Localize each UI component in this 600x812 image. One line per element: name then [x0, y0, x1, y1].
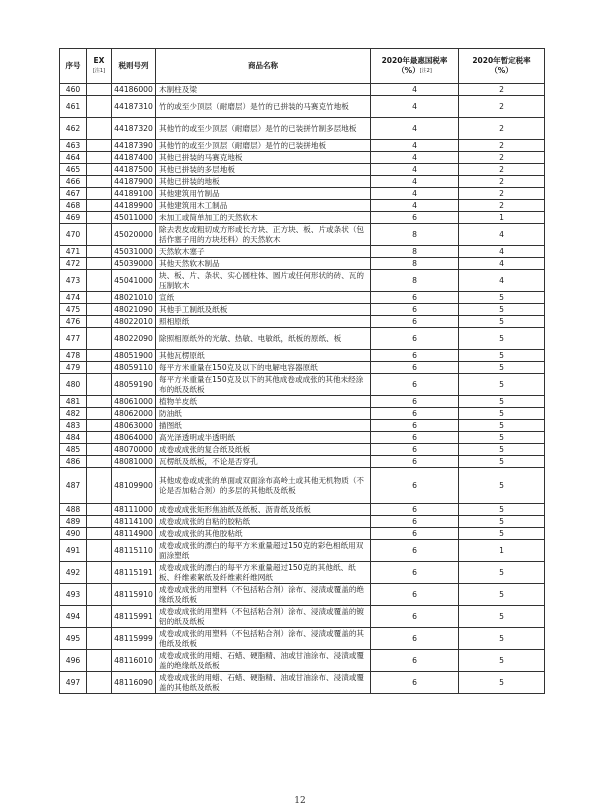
table-row: [60, 584, 545, 606]
row-code: 48070000: [112, 444, 156, 456]
row-seq: 477: [60, 328, 87, 350]
table-row: [60, 270, 545, 292]
row-code: 44189900: [112, 200, 156, 212]
row-ex: [87, 212, 112, 224]
row-code: 48115910: [112, 584, 156, 606]
table-row: [60, 528, 545, 540]
row-name: 除照相原纸外的光敏、热敏、电敏纸，纸板的原纸、板: [156, 328, 371, 350]
row-seq: 491: [60, 540, 87, 562]
row-provisional-rate: 2: [459, 84, 545, 96]
table-row: [60, 140, 545, 152]
header-ex: [87, 49, 112, 84]
row-ex: [87, 292, 112, 304]
row-provisional-rate: 2: [459, 176, 545, 188]
row-provisional-rate: 4: [459, 258, 545, 270]
row-mfn-rate: 6: [371, 212, 459, 224]
row-name: 每平方米重量在150克及以下的电解电容器原纸: [156, 362, 371, 374]
row-code: 48116090: [112, 672, 156, 694]
row-name: 其他建筑用竹制品: [156, 188, 371, 200]
row-mfn-rate: 4: [371, 118, 459, 140]
tariff-table: [59, 48, 545, 694]
row-mfn-rate: 4: [371, 176, 459, 188]
row-ex: [87, 432, 112, 444]
row-seq: 490: [60, 528, 87, 540]
row-ex: [87, 96, 112, 118]
row-ex: [87, 164, 112, 176]
table-row: [60, 164, 545, 176]
row-provisional-rate: 5: [459, 396, 545, 408]
row-seq: 494: [60, 606, 87, 628]
header-ex-label: EX: [93, 56, 105, 65]
row-code: 48021010: [112, 292, 156, 304]
header-mfn-title: 2020年最惠国税率: [381, 56, 448, 65]
row-code: 45031000: [112, 246, 156, 258]
row-name: 成卷或成张的复合纸及纸板: [156, 444, 371, 456]
row-seq: 496: [60, 650, 87, 672]
row-name: 成卷或成张的用塑料（不包括粘合剂）涂布、浸渍或覆盖的镀铝的纸及纸板: [156, 606, 371, 628]
row-name: 成卷或成张的漂白的每平方米重量超过150克的彩色相纸用双面涂塑纸: [156, 540, 371, 562]
row-code: 45020000: [112, 224, 156, 246]
row-seq: 489: [60, 516, 87, 528]
row-mfn-rate: 6: [371, 628, 459, 650]
row-provisional-rate: 2: [459, 164, 545, 176]
row-ex: [87, 270, 112, 292]
row-ex: [87, 628, 112, 650]
table-row: [60, 96, 545, 118]
row-code: 45039000: [112, 258, 156, 270]
table-row: [60, 420, 545, 432]
row-provisional-rate: 5: [459, 562, 545, 584]
row-name: 成卷或成张矩形焦油纸及纸板、沥青纸及纸板: [156, 504, 371, 516]
row-mfn-rate: 6: [371, 292, 459, 304]
table-row: [60, 258, 545, 270]
table-row: [60, 562, 545, 584]
row-ex: [87, 606, 112, 628]
row-provisional-rate: 4: [459, 270, 545, 292]
row-ex: [87, 374, 112, 396]
row-code: 48059190: [112, 374, 156, 396]
row-seq: 480: [60, 374, 87, 396]
table-row: [60, 396, 545, 408]
row-ex: [87, 468, 112, 504]
row-mfn-rate: 8: [371, 258, 459, 270]
row-mfn-rate: 6: [371, 328, 459, 350]
row-mfn-rate: 6: [371, 444, 459, 456]
row-seq: 465: [60, 164, 87, 176]
row-ex: [87, 540, 112, 562]
table-row: [60, 628, 545, 650]
row-name: 其他成卷或成张的单面或双面涂布高岭土或其他无机物质（不论是否加粘合剂）的多层的其他纸及纸板: [156, 468, 371, 504]
row-code: 48081000: [112, 456, 156, 468]
header-mfn-note: [注2]: [419, 68, 432, 74]
row-provisional-rate: 5: [459, 584, 545, 606]
row-provisional-rate: 5: [459, 516, 545, 528]
row-mfn-rate: 6: [371, 504, 459, 516]
row-name: 成卷或成张的其他胶粘纸: [156, 528, 371, 540]
row-seq: 467: [60, 188, 87, 200]
row-ex: [87, 224, 112, 246]
row-mfn-rate: 6: [371, 650, 459, 672]
row-ex: [87, 504, 112, 516]
table-row: [60, 456, 545, 468]
row-seq: 460: [60, 84, 87, 96]
row-provisional-rate: 5: [459, 456, 545, 468]
row-mfn-rate: 4: [371, 96, 459, 118]
row-seq: 473: [60, 270, 87, 292]
table-row: [60, 516, 545, 528]
row-name: 其他已拼装的马赛克地板: [156, 152, 371, 164]
row-name: 块、板、片、条状、实心圆柱体、圆片或任何形状的砖、瓦的压制软木: [156, 270, 371, 292]
row-code: 48062000: [112, 408, 156, 420]
table-row: [60, 540, 545, 562]
row-mfn-rate: 4: [371, 152, 459, 164]
row-mfn-rate: 6: [371, 408, 459, 420]
row-provisional-rate: 5: [459, 304, 545, 316]
row-provisional-rate: 2: [459, 96, 545, 118]
row-mfn-rate: 6: [371, 468, 459, 504]
row-provisional-rate: 2: [459, 188, 545, 200]
row-ex: [87, 408, 112, 420]
row-name: 未加工或简单加工的天然软木: [156, 212, 371, 224]
row-provisional-rate: 5: [459, 468, 545, 504]
row-code: 48116010: [112, 650, 156, 672]
row-provisional-rate: 5: [459, 316, 545, 328]
row-ex: [87, 152, 112, 164]
row-mfn-rate: 4: [371, 140, 459, 152]
table-header-row: [60, 49, 545, 84]
table-row: [60, 292, 545, 304]
row-seq: 479: [60, 362, 87, 374]
row-seq: 485: [60, 444, 87, 456]
row-name: 竹的或至少顶层（耐磨层）是竹的已拼装的马赛克竹地板: [156, 96, 371, 118]
row-name: 其他已拼装的多层地板: [156, 164, 371, 176]
row-name: 其他竹的或至少顶层（耐磨层）是竹的已装拼竹制多层地板: [156, 118, 371, 140]
row-ex: [87, 316, 112, 328]
row-seq: 468: [60, 200, 87, 212]
header-code: 税则号列: [112, 49, 156, 84]
row-ex: [87, 362, 112, 374]
table-row: [60, 606, 545, 628]
table-row: [60, 84, 545, 96]
row-ex: [87, 304, 112, 316]
row-mfn-rate: 4: [371, 200, 459, 212]
row-seq: 466: [60, 176, 87, 188]
row-name: 成卷或成张的用塑料（不包括粘合剂）涂布、浸渍或覆盖的其他纸及纸板: [156, 628, 371, 650]
row-name: 其他天然软木制品: [156, 258, 371, 270]
row-seq: 474: [60, 292, 87, 304]
row-name: 照相原纸: [156, 316, 371, 328]
row-mfn-rate: 6: [371, 456, 459, 468]
table-row: [60, 188, 545, 200]
row-ex: [87, 350, 112, 362]
row-seq: 495: [60, 628, 87, 650]
row-name: 高光泽透明或半透明纸: [156, 432, 371, 444]
row-ex: [87, 200, 112, 212]
row-provisional-rate: 5: [459, 528, 545, 540]
row-code: 44186000: [112, 84, 156, 96]
row-mfn-rate: 6: [371, 540, 459, 562]
row-code: 48111000: [112, 504, 156, 516]
row-provisional-rate: 5: [459, 432, 545, 444]
row-code: 44187400: [112, 152, 156, 164]
row-code: 44187900: [112, 176, 156, 188]
row-ex: [87, 420, 112, 432]
row-provisional-rate: 5: [459, 606, 545, 628]
table-row: [60, 374, 545, 396]
row-name: 植物羊皮纸: [156, 396, 371, 408]
table-body: [60, 84, 545, 694]
row-provisional-rate: 2: [459, 152, 545, 164]
row-provisional-rate: 5: [459, 374, 545, 396]
row-provisional-rate: 5: [459, 292, 545, 304]
row-name: 成卷或成张的用塑料（不包括粘合剂）涂布、浸渍或覆盖的绝缘纸及纸板: [156, 584, 371, 606]
row-provisional-rate: 5: [459, 504, 545, 516]
row-name: 瓦楞纸及纸板，不论是否穿孔: [156, 456, 371, 468]
row-mfn-rate: 6: [371, 672, 459, 694]
tariff-table-page: [59, 48, 544, 694]
row-seq: 462: [60, 118, 87, 140]
table-row: [60, 408, 545, 420]
row-provisional-rate: 5: [459, 408, 545, 420]
row-code: 44189100: [112, 188, 156, 200]
row-mfn-rate: 6: [371, 316, 459, 328]
header-provisional-rate: [459, 49, 545, 84]
row-seq: 469: [60, 212, 87, 224]
row-ex: [87, 176, 112, 188]
row-ex: [87, 246, 112, 258]
row-ex: [87, 562, 112, 584]
row-seq: 476: [60, 316, 87, 328]
row-seq: 486: [60, 456, 87, 468]
row-ex: [87, 650, 112, 672]
row-mfn-rate: 6: [371, 562, 459, 584]
row-code: 44187500: [112, 164, 156, 176]
row-provisional-rate: 4: [459, 246, 545, 258]
row-ex: [87, 584, 112, 606]
row-name: 成卷或成张的漂白的每平方米重量超过150克的其他纸、纸板、纤维素絮纸及纤维素纤维网纸: [156, 562, 371, 584]
table-row: [60, 304, 545, 316]
row-mfn-rate: 4: [371, 164, 459, 176]
row-mfn-rate: 8: [371, 224, 459, 246]
table-row: [60, 152, 545, 164]
row-code: 48022090: [112, 328, 156, 350]
row-seq: 471: [60, 246, 87, 258]
row-name: 描图纸: [156, 420, 371, 432]
row-seq: 461: [60, 96, 87, 118]
row-seq: 463: [60, 140, 87, 152]
row-provisional-rate: 5: [459, 362, 545, 374]
row-ex: [87, 140, 112, 152]
row-mfn-rate: 6: [371, 304, 459, 316]
row-seq: 464: [60, 152, 87, 164]
row-name: 每平方米重量在150克及以下的其他成卷或成张的其他未经涂布的纸及纸板: [156, 374, 371, 396]
table-row: [60, 176, 545, 188]
row-seq: 478: [60, 350, 87, 362]
header-seq: 序号: [60, 49, 87, 84]
row-ex: [87, 528, 112, 540]
row-name: 宣纸: [156, 292, 371, 304]
row-provisional-rate: 5: [459, 350, 545, 362]
row-seq: 472: [60, 258, 87, 270]
row-seq: 493: [60, 584, 87, 606]
row-name: 成卷或成张的自粘的胶粘纸: [156, 516, 371, 528]
row-code: 48114100: [112, 516, 156, 528]
row-seq: 481: [60, 396, 87, 408]
row-code: 48051900: [112, 350, 156, 362]
row-code: 48115110: [112, 540, 156, 562]
row-seq: 497: [60, 672, 87, 694]
row-mfn-rate: 6: [371, 528, 459, 540]
row-code: 48115999: [112, 628, 156, 650]
row-mfn-rate: 6: [371, 432, 459, 444]
row-provisional-rate: 5: [459, 328, 545, 350]
table-row: [60, 118, 545, 140]
table-row: [60, 316, 545, 328]
row-provisional-rate: 1: [459, 212, 545, 224]
table-row: [60, 672, 545, 694]
row-mfn-rate: 6: [371, 584, 459, 606]
table-row: [60, 468, 545, 504]
row-provisional-rate: 2: [459, 118, 545, 140]
row-code: 48061000: [112, 396, 156, 408]
row-seq: 487: [60, 468, 87, 504]
row-mfn-rate: 6: [371, 516, 459, 528]
table-row: [60, 350, 545, 362]
table-row: [60, 504, 545, 516]
row-name: 防油纸: [156, 408, 371, 420]
row-code: 48064000: [112, 432, 156, 444]
row-seq: 484: [60, 432, 87, 444]
row-provisional-rate: 2: [459, 200, 545, 212]
table-row: [60, 650, 545, 672]
header-mfn-rate: [371, 49, 459, 84]
row-provisional-rate: 1: [459, 540, 545, 562]
row-provisional-rate: 5: [459, 650, 545, 672]
table-row: [60, 212, 545, 224]
row-seq: 492: [60, 562, 87, 584]
row-code: 48115191: [112, 562, 156, 584]
row-code: 48021090: [112, 304, 156, 316]
row-mfn-rate: 8: [371, 270, 459, 292]
row-provisional-rate: 5: [459, 628, 545, 650]
row-provisional-rate: 4: [459, 224, 545, 246]
table-row: [60, 224, 545, 246]
row-code: 44187390: [112, 140, 156, 152]
row-mfn-rate: 4: [371, 84, 459, 96]
row-provisional-rate: 5: [459, 672, 545, 694]
row-ex: [87, 516, 112, 528]
row-ex: [87, 258, 112, 270]
row-ex: [87, 328, 112, 350]
row-seq: 488: [60, 504, 87, 516]
row-code: 45041000: [112, 270, 156, 292]
table-row: [60, 246, 545, 258]
row-name: 木制柱及梁: [156, 84, 371, 96]
row-name: 天然软木塞子: [156, 246, 371, 258]
row-name: 除去表皮或粗切成方形或长方块、正方块、板、片或条状（包括作塞子用的方块坯料）的天然软木: [156, 224, 371, 246]
row-ex: [87, 444, 112, 456]
row-name: 其他建筑用木工制品: [156, 200, 371, 212]
row-ex: [87, 396, 112, 408]
table-row: [60, 444, 545, 456]
row-name: 其他手工制纸及纸板: [156, 304, 371, 316]
row-code: 48109900: [112, 468, 156, 504]
row-seq: 483: [60, 420, 87, 432]
row-mfn-rate: 6: [371, 396, 459, 408]
row-seq: 470: [60, 224, 87, 246]
table-row: [60, 200, 545, 212]
row-mfn-rate: 6: [371, 606, 459, 628]
row-ex: [87, 188, 112, 200]
row-name: 成卷或成张的用蜡、石蜡、硬脂精、油或甘油涂布、浸渍或覆盖的其他纸及纸板: [156, 672, 371, 694]
row-mfn-rate: 8: [371, 246, 459, 258]
table-row: [60, 328, 545, 350]
table-row: [60, 362, 545, 374]
header-name: 商品名称: [156, 49, 371, 84]
row-provisional-rate: 2: [459, 140, 545, 152]
row-seq: 482: [60, 408, 87, 420]
row-ex: [87, 118, 112, 140]
row-mfn-rate: 4: [371, 188, 459, 200]
row-seq: 475: [60, 304, 87, 316]
row-code: 48115991: [112, 606, 156, 628]
row-ex: [87, 456, 112, 468]
header-prov-title: 2020年暂定税率: [472, 56, 531, 65]
row-code: 48063000: [112, 420, 156, 432]
row-provisional-rate: 5: [459, 444, 545, 456]
row-ex: [87, 84, 112, 96]
row-name: 其他已拼装的地板: [156, 176, 371, 188]
row-mfn-rate: 6: [371, 362, 459, 374]
row-name: 其他竹的或至少顶层（耐磨层）是竹的已装拼地板: [156, 140, 371, 152]
page-number: 12: [294, 796, 306, 806]
row-code: 48059110: [112, 362, 156, 374]
header-prov-unit: （%）: [490, 66, 513, 75]
row-code: 44187310: [112, 96, 156, 118]
row-code: 44187320: [112, 118, 156, 140]
header-mfn-unit: （%）: [397, 66, 420, 75]
row-ex: [87, 672, 112, 694]
row-code: 48114900: [112, 528, 156, 540]
row-mfn-rate: 6: [371, 350, 459, 362]
row-provisional-rate: 5: [459, 420, 545, 432]
row-name: 成卷或成张的用蜡、石蜡、硬脂精、油或甘油涂布、浸渍或覆盖的绝缘纸及纸板: [156, 650, 371, 672]
row-mfn-rate: 6: [371, 420, 459, 432]
row-code: 45011000: [112, 212, 156, 224]
row-code: 48022010: [112, 316, 156, 328]
row-mfn-rate: 6: [371, 374, 459, 396]
table-row: [60, 432, 545, 444]
row-name: 其他瓦楞原纸: [156, 350, 371, 362]
header-ex-note: [注1]: [92, 68, 106, 74]
